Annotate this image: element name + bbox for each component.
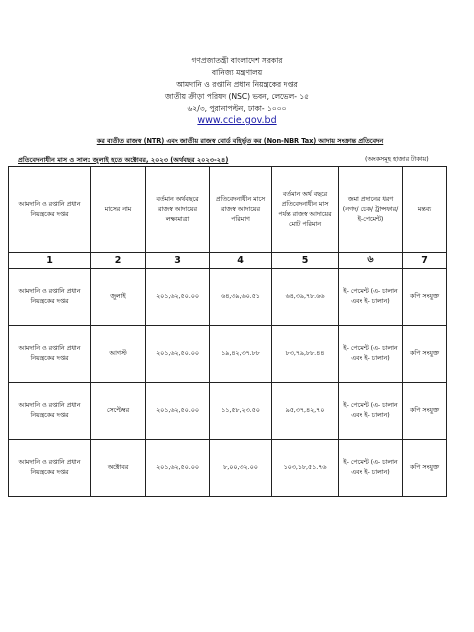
column-number: 7 <box>403 253 447 269</box>
office-name: আমদানি ও রপ্তানি প্রধান নিয়ন্ত্রকের দপ্তর <box>176 80 298 89</box>
cell-payment: ই- পেমেন্ট (এ- চালান এবং ই- চালান) <box>339 326 403 383</box>
cell-office: আমদানি ও রপ্তানি প্রধান নিয়ন্ত্রকের দপ্তর <box>9 269 91 326</box>
report-title: কর ব্যতীত রাজস্ব (NTR) এবং জাতীয় রাজস্ব বোর্ড বহির্ভূত কর (Non-NBR Tax) আদায় সংক্রান্ত প্রতিবেদন <box>96 137 384 145</box>
table-row <box>9 326 447 383</box>
cell-target: ২০১,৬২,৫০.০০ <box>146 383 210 440</box>
col-header-monthly: প্রতিবেদনাধীন মাসে রাজস্ব আদায়ের পরিমাণ <box>210 167 272 253</box>
column-number-row <box>9 253 447 269</box>
ministry-name: বানিজ্য মন্ত্রণালয় <box>211 68 263 77</box>
revenue-table <box>8 166 447 497</box>
cell-monthly: ৬৪,৩৯,৬০.৫১ <box>210 269 272 326</box>
cell-cumulative: ১০৩,১৮,৫১.৭৬ <box>272 440 339 497</box>
cell-remark: কপি সংযুক্ত <box>403 326 447 383</box>
table-row <box>9 269 447 326</box>
cell-office: আমদানি ও রপ্তানি প্রধান নিয়ন্ত্রকের দপ্তর <box>9 326 91 383</box>
cell-office: আমদানি ও রপ্তানি প্রধান নিয়ন্ত্রকের দপ্তর <box>9 383 91 440</box>
report-period: প্রতিবেদনাধীন মাস ও সাল: জুলাই হতে অক্টোবর, ২০২৩ (অর্থবছর ২০২৩-২৪) <box>18 156 229 164</box>
col-header-month: মাসের নাম <box>91 167 146 253</box>
cell-payment: ই- পেমেন্ট (এ- চালান এবং ই- চালান) <box>339 440 403 497</box>
office-address: ৬২/৩, পুরানাপল্টন, ঢাকা- ১০০০ <box>187 104 287 113</box>
column-number: ৬ <box>339 253 403 269</box>
column-number: 4 <box>210 253 272 269</box>
cell-month: অক্টোবর <box>91 440 146 497</box>
cell-monthly: ১১,৫৮,২৩.৫০ <box>210 383 272 440</box>
cell-target: ২০১,৬২,৫০.০০ <box>146 440 210 497</box>
cell-payment: ই- পেমেন্ট (এ- চালান এবং ই- চালান) <box>339 383 403 440</box>
col-header-cumulative: বর্তমান অর্থ বছরে প্রতিবেদনাধীন মাস পর্যন্ত রাজস্ব আদায়ের মোট পরিমান <box>272 167 339 253</box>
cell-remark: কপি সংযুক্ত <box>403 440 447 497</box>
table-row <box>9 383 447 440</box>
cell-monthly: ১৯,৪২,৩৭.৮৮ <box>210 326 272 383</box>
cell-monthly: ৮,০০,৩২.০০ <box>210 440 272 497</box>
column-number: 2 <box>91 253 146 269</box>
cell-target: ২০১,৬২,৫০.০০ <box>146 326 210 383</box>
gov-name: গণপ্রজাতন্ত্রী বাংলাদেশ সরকার <box>191 56 283 65</box>
cell-remark: কপি সংযুক্ত <box>403 383 447 440</box>
cell-cumulative: ৬৪,৩৯,৭৮.৬৬ <box>272 269 339 326</box>
unit-note: (অংকসমূহ হাজার টাকায়) <box>365 156 429 163</box>
col-header-payment: জমা প্রদানের ধরণ (নগদ/ চেক/ ট্রান্সফার/ ই-পেমেন্ট) <box>339 167 403 253</box>
cell-payment: ই- পেমেন্ট (এ- চালান এবং ই- চালান) <box>339 269 403 326</box>
col-header-remark: মন্তব্য <box>403 167 447 253</box>
column-number: 5 <box>272 253 339 269</box>
table-row <box>9 440 447 497</box>
cell-month: সেপ্টেম্বর <box>91 383 146 440</box>
website-link[interactable]: www.ccie.gov.bd <box>197 115 277 126</box>
cell-office: আমদানি ও রপ্তানি প্রধান নিয়ন্ত্রকের দপ্তর <box>9 440 91 497</box>
cell-month: জুলাই <box>91 269 146 326</box>
cell-remark: কপি সংযুক্ত <box>403 269 447 326</box>
column-number: 3 <box>146 253 210 269</box>
cell-cumulative: ৯৫,৩৭,৪২,৭০ <box>272 383 339 440</box>
col-header-target: বর্তমান অর্থবছরে রাজস্ব আদায়ের লক্ষ্যমাত্রা <box>146 167 210 253</box>
cell-cumulative: ৮৩,৭৯,৮৮.৪৪ <box>272 326 339 383</box>
column-number: 1 <box>9 253 91 269</box>
col-header-office: আমদানি ও রপ্তানি প্রধান নিয়ন্ত্রকের দপ্তর <box>9 167 91 253</box>
office-building: জাতীয় ক্রীড়া পরিষদ (NSC) ভবন, লেভেল- ১৫ <box>164 92 310 101</box>
cell-target: ২০১,৬২,৫০.০০ <box>146 269 210 326</box>
table-header-row <box>9 167 447 253</box>
cell-month: আগস্ট <box>91 326 146 383</box>
